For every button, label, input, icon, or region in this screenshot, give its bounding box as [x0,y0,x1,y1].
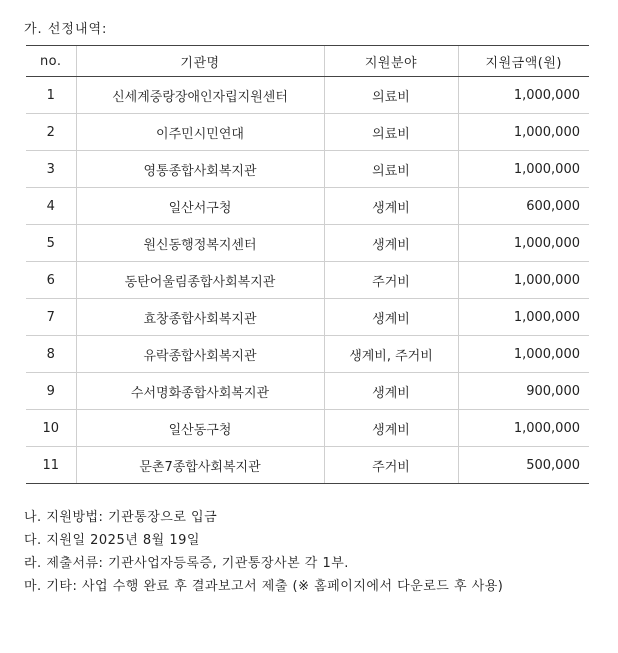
cell-support-field: 생계비 [324,225,458,262]
table-row [26,225,589,262]
cell-support-amount: 1,000,000 [458,151,589,188]
cell-support-field: 의료비 [324,77,458,114]
cell-no: 2 [26,114,76,151]
note-payment-method: 나. 지원방법: 기관통장으로 입금 [24,510,218,525]
header-organization: 기관명 [76,46,324,77]
cell-no: 1 [26,77,76,114]
cell-support-field: 의료비 [324,151,458,188]
cell-support-field: 의료비 [324,114,458,151]
cell-support-amount: 500,000 [458,447,589,484]
cell-no: 10 [26,410,76,447]
cell-no: 3 [26,151,76,188]
cell-support-amount: 900,000 [458,373,589,410]
note-other: 마. 기타: 사업 수행 완료 후 결과보고서 제출 (※ 홈페이지에서 다운로드 후 사용) [24,579,504,594]
selection-table [26,45,589,484]
table-row [26,410,589,447]
cell-support-field: 생계비, 주거비 [324,336,458,373]
note-support-date: 다. 지원일 2025년 8월 19일 [24,533,200,548]
header-support-field: 지원분야 [324,46,458,77]
table-header-row [26,46,589,77]
cell-support-amount: 1,000,000 [458,114,589,151]
table-row [26,373,589,410]
cell-organization: 영통종합사회복지관 [76,151,324,188]
cell-no: 4 [26,188,76,225]
table-row [26,336,589,373]
cell-no: 8 [26,336,76,373]
cell-support-amount: 1,000,000 [458,410,589,447]
cell-no: 7 [26,299,76,336]
notes-list [24,506,503,598]
cell-support-amount: 1,000,000 [458,225,589,262]
cell-no: 11 [26,447,76,484]
table-row [26,151,589,188]
cell-support-amount: 600,000 [458,188,589,225]
cell-support-field: 생계비 [324,188,458,225]
cell-support-field: 주거비 [324,447,458,484]
cell-organization: 동탄어울림종합사회복지관 [76,262,324,299]
table-row [26,188,589,225]
cell-no: 6 [26,262,76,299]
note-required-documents: 라. 제출서류: 기관사업자등록증, 기관통장사본 각 1부. [24,556,349,571]
cell-organization: 이주민시민연대 [76,114,324,151]
cell-support-field: 생계비 [324,410,458,447]
cell-organization: 신세계중랑장애인자립지원센터 [76,77,324,114]
cell-support-amount: 1,000,000 [458,336,589,373]
cell-organization: 수서명화종합사회복지관 [76,373,324,410]
table-row [26,262,589,299]
header-no: no. [26,46,76,77]
cell-no: 9 [26,373,76,410]
cell-organization: 문촌7종합사회복지관 [76,447,324,484]
table-row [26,77,589,114]
header-support-amount: 지원금액(원) [458,46,589,77]
table-row [26,114,589,151]
cell-support-field: 생계비 [324,373,458,410]
cell-support-amount: 1,000,000 [458,299,589,336]
cell-organization: 일산서구청 [76,188,324,225]
table-row [26,447,589,484]
cell-organization: 일산동구청 [76,410,324,447]
table-row [26,299,589,336]
cell-organization: 유락종합사회복지관 [76,336,324,373]
cell-support-amount: 1,000,000 [458,262,589,299]
cell-support-field: 주거비 [324,262,458,299]
cell-organization: 원신동행정복지센터 [76,225,324,262]
cell-support-field: 생계비 [324,299,458,336]
section-title: 가. 선정내역: [24,22,108,37]
cell-support-amount: 1,000,000 [458,77,589,114]
cell-no: 5 [26,225,76,262]
cell-organization: 효창종합사회복지관 [76,299,324,336]
